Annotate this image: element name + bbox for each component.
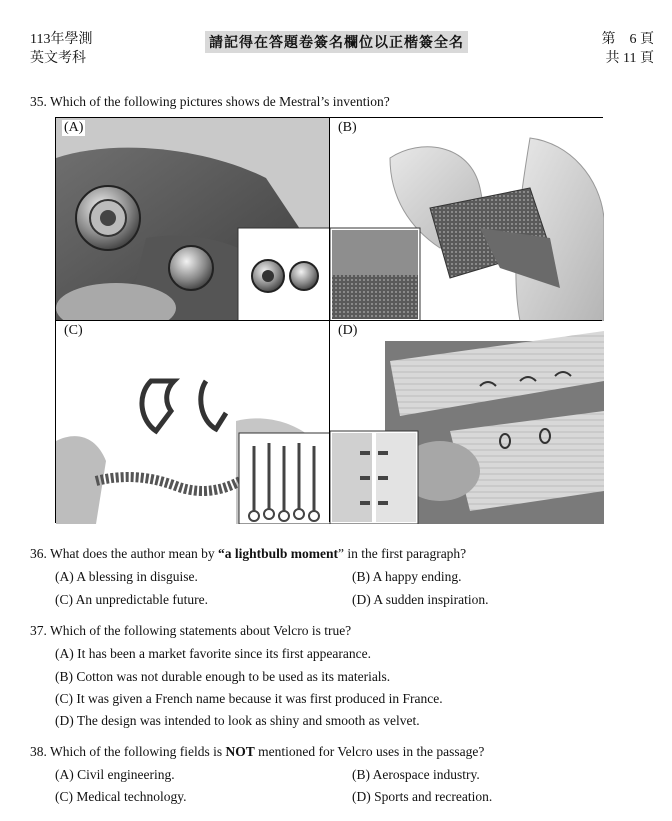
picture-b-label: (B) xyxy=(338,120,357,135)
question-38-text: 38. Which of the following fields is xyxy=(30,744,226,759)
question-36-stem xyxy=(30,546,466,562)
q36-option-b[interactable]: (B) A happy ending. xyxy=(352,569,462,584)
question-38-text-end: mentioned for Velcro uses in the passage? xyxy=(254,744,485,759)
header-notice: 請記得在答題卷簽名欄位以正楷簽全名 xyxy=(205,31,468,53)
velcro-photo xyxy=(330,118,604,321)
header-page-total: 共 11 頁 xyxy=(605,51,654,66)
header-subject-name: 英文考科 xyxy=(30,51,86,66)
picture-a xyxy=(56,118,330,321)
question-37-stem: 37. Which of the following statements about Velcro is true? xyxy=(30,623,352,638)
q36-option-c[interactable]: (C) An unpredictable future. xyxy=(55,592,208,607)
picture-d xyxy=(330,321,604,524)
q37-option-d[interactable]: (D) The design was intended to look as shiny and smooth as velvet. xyxy=(55,713,420,728)
q37-option-c[interactable]: (C) It was given a French name because it was first produced in France. xyxy=(55,691,443,706)
picture-d-label: (D) xyxy=(338,323,358,338)
hook-and-eye-photo xyxy=(330,321,604,524)
header-page xyxy=(602,30,655,68)
q38-option-d[interactable]: (D) Sports and recreation. xyxy=(352,789,493,804)
question-38-emphasis: NOT xyxy=(225,744,255,759)
spiral-lanyard-photo xyxy=(56,321,330,524)
question-36-phrase: “a lightbulb moment xyxy=(217,546,338,561)
picture-a-label: (A) xyxy=(64,120,84,135)
header-year: 113年學測 xyxy=(30,32,93,47)
question-36-text: 36. What does the author mean by xyxy=(30,546,218,561)
q38-option-b[interactable]: (B) Aerospace industry. xyxy=(352,767,480,782)
q36-option-d[interactable]: (D) A sudden inspiration. xyxy=(352,592,489,607)
snap-button-photo xyxy=(56,118,330,321)
q37-option-a[interactable]: (A) It has been a market favorite since its first appearance. xyxy=(55,646,371,661)
picture-grid xyxy=(55,117,603,523)
picture-c xyxy=(56,321,330,524)
picture-c-label: (C) xyxy=(64,323,83,338)
q38-option-c[interactable]: (C) Medical technology. xyxy=(55,789,187,804)
q38-option-a[interactable]: (A) Civil engineering. xyxy=(55,767,175,782)
q36-option-a[interactable]: (A) A blessing in disguise. xyxy=(55,569,198,584)
picture-b xyxy=(330,118,604,321)
question-36-text-end: ” in the first paragraph? xyxy=(337,546,467,561)
q37-option-b[interactable]: (B) Cotton was not durable enough to be used as its materials. xyxy=(55,669,391,684)
question-35-stem: 35. Which of the following pictures shows de Mestral’s invention? xyxy=(30,94,390,109)
header-page-number: 第 6 頁 xyxy=(601,32,654,47)
question-38-stem xyxy=(30,744,484,760)
header-subject xyxy=(30,30,92,68)
